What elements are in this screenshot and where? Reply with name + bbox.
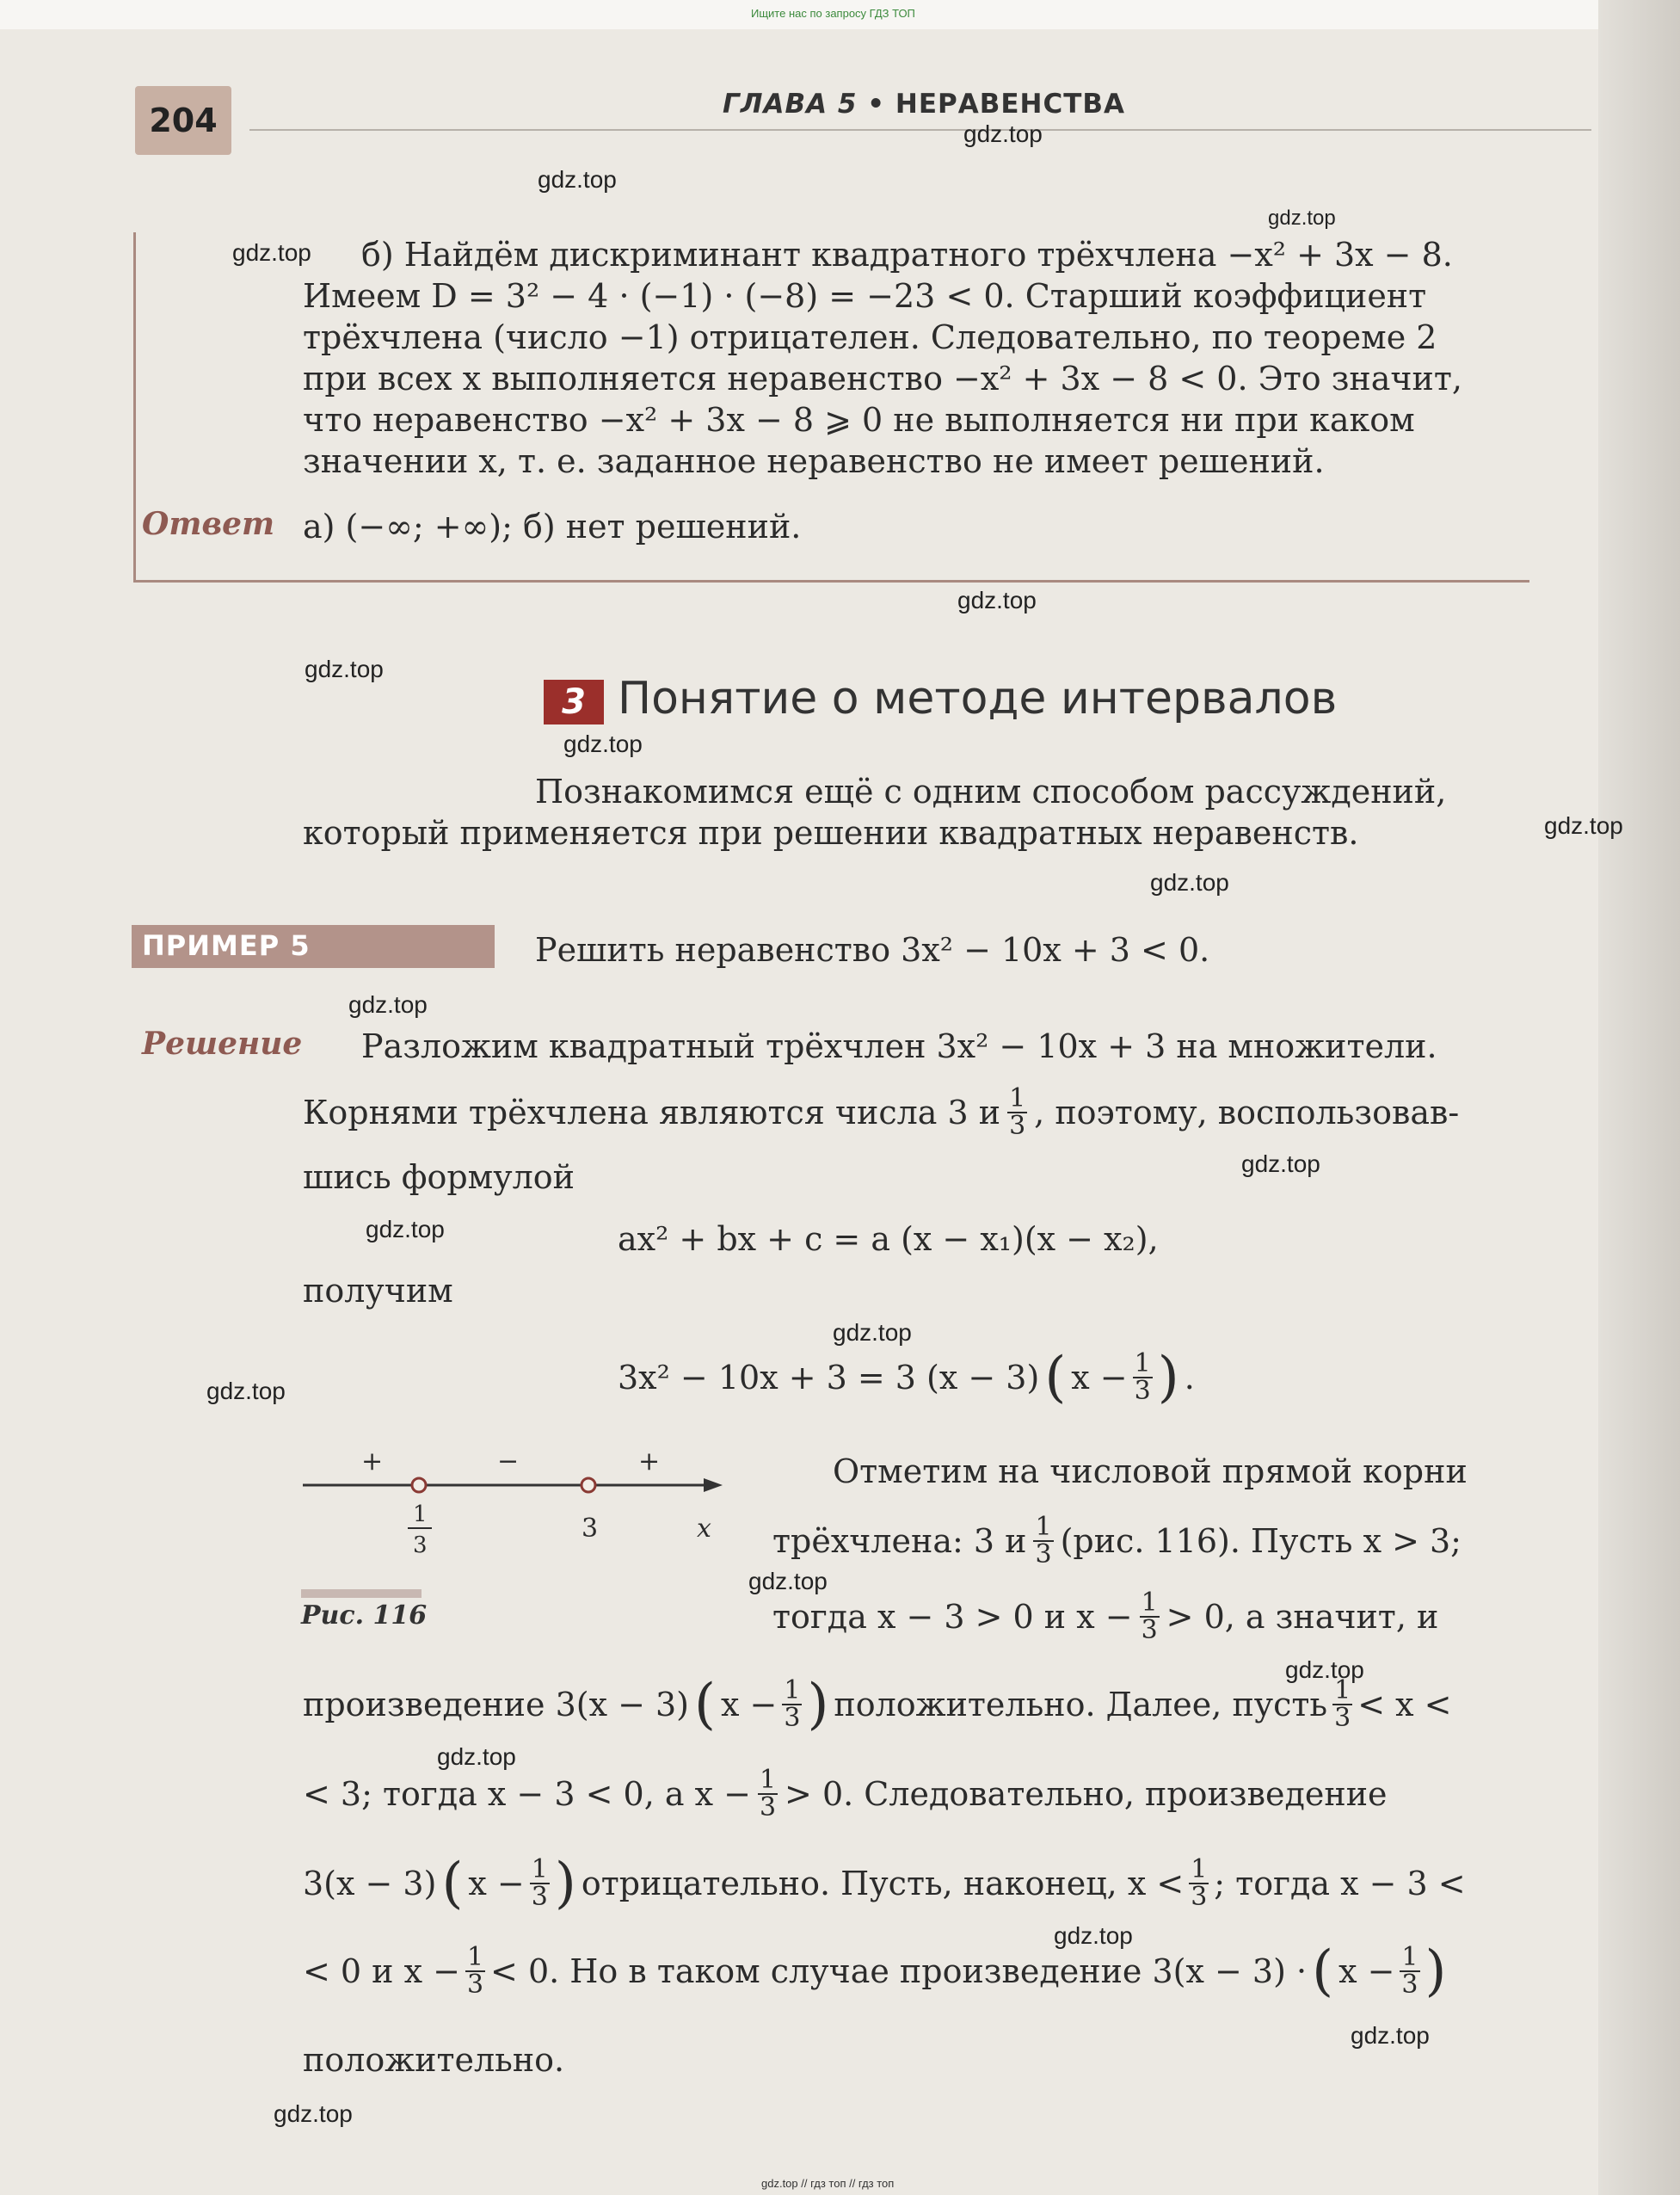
- fraction-den: 3: [531, 1882, 548, 1912]
- answer-label: Ответ: [142, 506, 275, 542]
- paren-close: ): [554, 1852, 576, 1915]
- text: ; тогда x − 3 <: [1214, 1865, 1466, 1902]
- text: x −: [468, 1865, 525, 1902]
- fraction-num: 1: [1035, 1512, 1052, 1542]
- example-task: Решить неравенство 3x² − 10x + 3 < 0.: [535, 931, 1210, 969]
- paragraph-line: [303, 1767, 1388, 1821]
- chapter-title: НЕРАВЕНСТВА: [895, 89, 1126, 120]
- header-rule: [249, 129, 1591, 131]
- fraction-den: 3: [1191, 1882, 1208, 1912]
- text: x −: [1338, 1952, 1395, 1990]
- page-number: 204: [135, 86, 231, 155]
- paragraph-line: [772, 1590, 1438, 1643]
- root-point: [412, 1478, 426, 1492]
- sign-plus: +: [361, 1446, 384, 1477]
- box-line: при всех x выполняется неравенство −x² + 3x − 8 < 0. Это значит,: [303, 360, 1462, 398]
- sign-minus: −: [497, 1446, 520, 1477]
- watermark: gdz.top: [748, 1568, 828, 1594]
- paragraph-line: [303, 1673, 1452, 1736]
- paren-close: ): [807, 1673, 829, 1736]
- fraction: [1133, 1348, 1153, 1406]
- section-title: Понятие о методе интервалов: [618, 673, 1338, 724]
- paren-close: ): [1425, 1939, 1447, 2003]
- section-number: 3: [544, 680, 604, 724]
- root-label: 3: [582, 1514, 599, 1544]
- fraction-den: 3: [1401, 1970, 1418, 2000]
- solution-line: [303, 1083, 1460, 1141]
- fraction: [1189, 1854, 1209, 1912]
- fraction-num: 1: [1009, 1083, 1026, 1113]
- fraction-num: 1: [1141, 1588, 1158, 1618]
- text: < 3; тогда x − 3 < 0, а x −: [303, 1775, 751, 1813]
- text: (рис. 116). Пусть x > 3;: [1060, 1522, 1462, 1560]
- watermark: gdz.top: [305, 656, 384, 682]
- paragraph-line: Отметим на числовой прямой корни: [833, 1452, 1468, 1490]
- text: , поэтому, воспользовав-: [1034, 1094, 1460, 1131]
- solution-line: получим: [303, 1272, 453, 1310]
- watermark: gdz.top: [1285, 1656, 1364, 1683]
- text: > 0. Следовательно, произведение: [785, 1775, 1388, 1813]
- watermark: gdz.top: [348, 991, 428, 1018]
- paren-close: ): [1157, 1346, 1179, 1409]
- axis-arrow: [704, 1478, 723, 1492]
- fraction: [1140, 1590, 1160, 1643]
- solution-line: шись формулой: [303, 1158, 575, 1196]
- fraction: [530, 1854, 550, 1912]
- fraction: [1332, 1675, 1352, 1733]
- intro-line: Познакомимся ещё с одним способом рассуждений,: [535, 773, 1447, 811]
- text: .: [1184, 1359, 1195, 1397]
- fraction-num: 1: [784, 1675, 801, 1705]
- fraction-den: 3: [1334, 1703, 1351, 1733]
- watermark: gdz.top: [366, 1216, 445, 1242]
- box-line: что неравенство −x² + 3x − 8 ⩾ 0 не выполняется ни при каком: [303, 401, 1415, 439]
- axis-label: x: [697, 1514, 711, 1544]
- fraction-den: 3: [1134, 1376, 1151, 1406]
- answer-text: а) (−∞; +∞); б) нет решений.: [303, 508, 802, 546]
- root-label-num: 1: [413, 1501, 428, 1527]
- paragraph-line: [303, 1852, 1466, 1915]
- fraction-den: 3: [466, 1970, 484, 2000]
- watermark: gdz.top: [206, 1378, 286, 1404]
- watermark: gdz.top: [1268, 207, 1336, 230]
- fraction: [1033, 1514, 1053, 1568]
- watermark: gdz.top: [1351, 2022, 1430, 2049]
- text: отрицательно. Пусть, наконец, x <: [581, 1865, 1185, 1902]
- watermark: gdz.top: [232, 239, 311, 266]
- text: < 0. Но в таком случае произведение 3(x − 3) ·: [490, 1952, 1308, 1990]
- fraction-num: 1: [531, 1854, 548, 1884]
- root-label-den: 3: [413, 1532, 428, 1558]
- solution-line: Разложим квадратный трёхчлен 3x² − 10x + 3 на множители.: [361, 1027, 1437, 1065]
- fraction: [782, 1675, 802, 1733]
- watermark: gdz.top: [833, 1319, 912, 1346]
- watermark: gdz.top: [1544, 812, 1623, 839]
- page-edge: [1598, 0, 1680, 2195]
- paragraph-line: [772, 1514, 1462, 1568]
- formula: ax² + bx + c = a (x − x₁)(x − x₂),: [618, 1220, 1159, 1258]
- text: Корнями трёхчлена являются числа 3 и: [303, 1094, 1001, 1131]
- watermark: gdz.top: [563, 731, 643, 757]
- footer-watermark: gdz.top // гдз топ // гдз топ: [761, 2177, 895, 2190]
- text: трёхчлена: 3 и: [772, 1522, 1027, 1560]
- fraction-den: 3: [1035, 1539, 1052, 1569]
- chapter-heading: [723, 89, 1125, 120]
- text: < 0 и x −: [303, 1952, 460, 1990]
- box-line: б) Найдём дискриминант квадратного трёхчлена −x² + 3x − 8.: [361, 236, 1453, 274]
- fraction-num: 1: [1191, 1854, 1208, 1884]
- watermark: gdz.top: [538, 166, 617, 193]
- paragraph-line: [303, 1939, 1447, 2003]
- fraction: [1007, 1083, 1027, 1141]
- text: 3(x − 3): [303, 1865, 437, 1902]
- text: тогда x − 3 > 0 и x −: [772, 1598, 1133, 1636]
- chapter-bullet: •: [867, 89, 886, 120]
- text: положительно. Далее, пусть: [834, 1686, 1328, 1723]
- fraction: [1400, 1942, 1419, 2000]
- intro-line: который применяется при решении квадратных неравенств.: [303, 814, 1359, 852]
- watermark: gdz.top: [274, 2100, 353, 2127]
- fraction-den: 3: [1141, 1615, 1158, 1645]
- paragraph-line: положительно.: [303, 2041, 565, 2079]
- paren-open: (: [694, 1673, 716, 1736]
- text: > 0, а значит, и: [1166, 1598, 1439, 1636]
- chapter-prefix: ГЛАВА 5: [723, 89, 858, 120]
- fraction-den: 3: [784, 1703, 801, 1733]
- watermark: gdz.top: [1054, 1922, 1133, 1949]
- fraction-den: 3: [759, 1792, 777, 1822]
- paren-open: (: [1312, 1939, 1334, 2003]
- text: x −: [1071, 1359, 1128, 1397]
- fraction-num: 1: [1401, 1942, 1418, 1972]
- fraction-den: 3: [1009, 1111, 1026, 1141]
- box-line: Имеем D = 3² − 4 · (−1) · (−8) = −23 < 0. Старший коэффициент: [303, 277, 1427, 315]
- root-point: [582, 1478, 595, 1492]
- watermark: gdz.top: [1150, 869, 1229, 896]
- formula: [618, 1346, 1195, 1409]
- box-line: трёхчлена (число −1) отрицателен. Следовательно, по теореме 2: [303, 318, 1437, 356]
- fraction: [465, 1942, 485, 2000]
- figure-caption: Рис. 116: [301, 1600, 428, 1631]
- text: < x <: [1357, 1686, 1452, 1723]
- fraction-num: 1: [759, 1765, 777, 1795]
- fraction-num: 1: [1134, 1348, 1151, 1378]
- fraction: [758, 1767, 778, 1821]
- watermark: gdz.top: [1241, 1150, 1320, 1177]
- text: x −: [720, 1686, 778, 1723]
- example-label: ПРИМЕР 5: [142, 929, 311, 962]
- watermark: gdz.top: [437, 1743, 516, 1770]
- number-line-figure: [292, 1437, 740, 1566]
- box-line: значении x, т. е. заданное неравенство не имеет решений.: [303, 442, 1325, 480]
- sign-plus: +: [638, 1446, 661, 1477]
- paren-open: (: [1044, 1346, 1067, 1409]
- watermark: gdz.top: [957, 587, 1037, 613]
- text: 3x² − 10x + 3 = 3 (x − 3): [618, 1359, 1040, 1397]
- solution-label: Решение: [142, 1026, 303, 1062]
- paren-open: (: [441, 1852, 464, 1915]
- fraction-num: 1: [1334, 1675, 1351, 1705]
- watermark-top: Ищите нас по запросу ГДЗ ТОП: [751, 7, 915, 20]
- watermark: gdz.top: [963, 120, 1043, 147]
- figure-caption-bar: [301, 1589, 422, 1598]
- fraction-num: 1: [466, 1942, 484, 1972]
- text: произведение 3(x − 3): [303, 1686, 690, 1723]
